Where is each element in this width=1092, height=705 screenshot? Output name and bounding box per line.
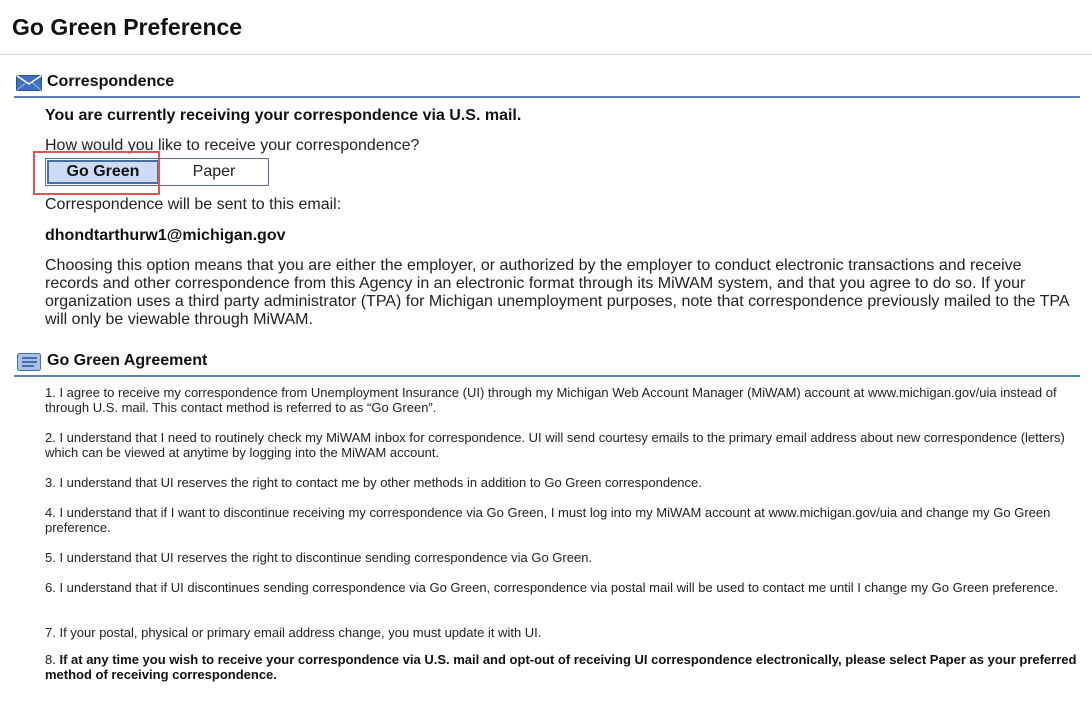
document-list-icon bbox=[16, 352, 42, 377]
go-green-button[interactable]: Go Green bbox=[47, 160, 159, 184]
title-divider bbox=[0, 54, 1092, 55]
agreement-item-4: 4. I understand that if I want to discontinue receiving my correspondence via Go Green, I must log into my MiWAM account at www.michigan.gov/uia and change my Go Green preference. bbox=[45, 505, 1051, 535]
correspondence-method-toggle bbox=[45, 158, 269, 186]
agreement-item-6: 6. I understand that if UI discontinues sending correspondence via Go Green, correspondence via postal mail will be used to contact me until I change my Go Green preference. bbox=[45, 580, 1059, 595]
correspondence-section-title: Correspondence bbox=[47, 73, 175, 90]
page-title: Go Green Preference bbox=[12, 14, 243, 40]
agreement-item-3: 3. I understand that UI reserves the right to contact me by other methods in addition to Go Green correspondence. bbox=[45, 475, 702, 490]
agreement-item-2: 2. I understand that I need to routinely check my MiWAM inbox for correspondence. UI will send courtesy emails to the primary email address about new correspondence (letters) which can be viewed at anytime by logging into the MiWAM account. bbox=[45, 430, 1065, 460]
agreement-item-8-text: If at any time you wish to receive your correspondence via U.S. mail and opt-out of receiving UI correspondence electronically, please select Paper as your preferred method of receiving correspondence. bbox=[45, 652, 1077, 682]
agreement-item-7: 7. If your postal, physical or primary email address change, you must update it with UI. bbox=[45, 625, 542, 640]
correspondence-question: How would you like to receive your correspondence? bbox=[45, 137, 420, 154]
correspondence-section-header bbox=[14, 72, 1080, 98]
agreement-item-8 bbox=[45, 652, 1085, 682]
agreement-item-5: 5. I understand that UI reserves the right to discontinue sending correspondence via Go Green. bbox=[45, 550, 593, 565]
agreement-section-header bbox=[14, 351, 1080, 377]
agreement-item-1: 1. I agree to receive my correspondence from Unemployment Insurance (UI) through my Michigan Web Account Manager (MiWAM) account at www.michigan.gov/uia instead of through U.S. mail. This contact method is referred to as “Go Green”. bbox=[45, 385, 1057, 415]
email-label: Correspondence will be sent to this email: bbox=[45, 196, 342, 213]
agreement-item-8-number: 8. bbox=[45, 652, 60, 667]
correspondence-email: dhondtarthurw1@michigan.gov bbox=[45, 227, 286, 244]
envelope-icon bbox=[16, 73, 42, 96]
go-green-disclaimer: Choosing this option means that you are either the employer, or authorized by the employer to conduct electronic transactions and receive records and other correspondence from this Agency in an electronic format through its MiWAM system, and that you agree to do so. If your organization uses a third party administrator (TPA) for Michigan unemployment purposes, note that correspondence previously mailed to the TPA will only be viewable through MiWAM. bbox=[45, 257, 1069, 328]
correspondence-status: You are currently receiving your correspondence via U.S. mail. bbox=[45, 107, 522, 124]
agreement-section-title: Go Green Agreement bbox=[47, 352, 208, 369]
paper-button[interactable]: Paper bbox=[192, 163, 236, 180]
